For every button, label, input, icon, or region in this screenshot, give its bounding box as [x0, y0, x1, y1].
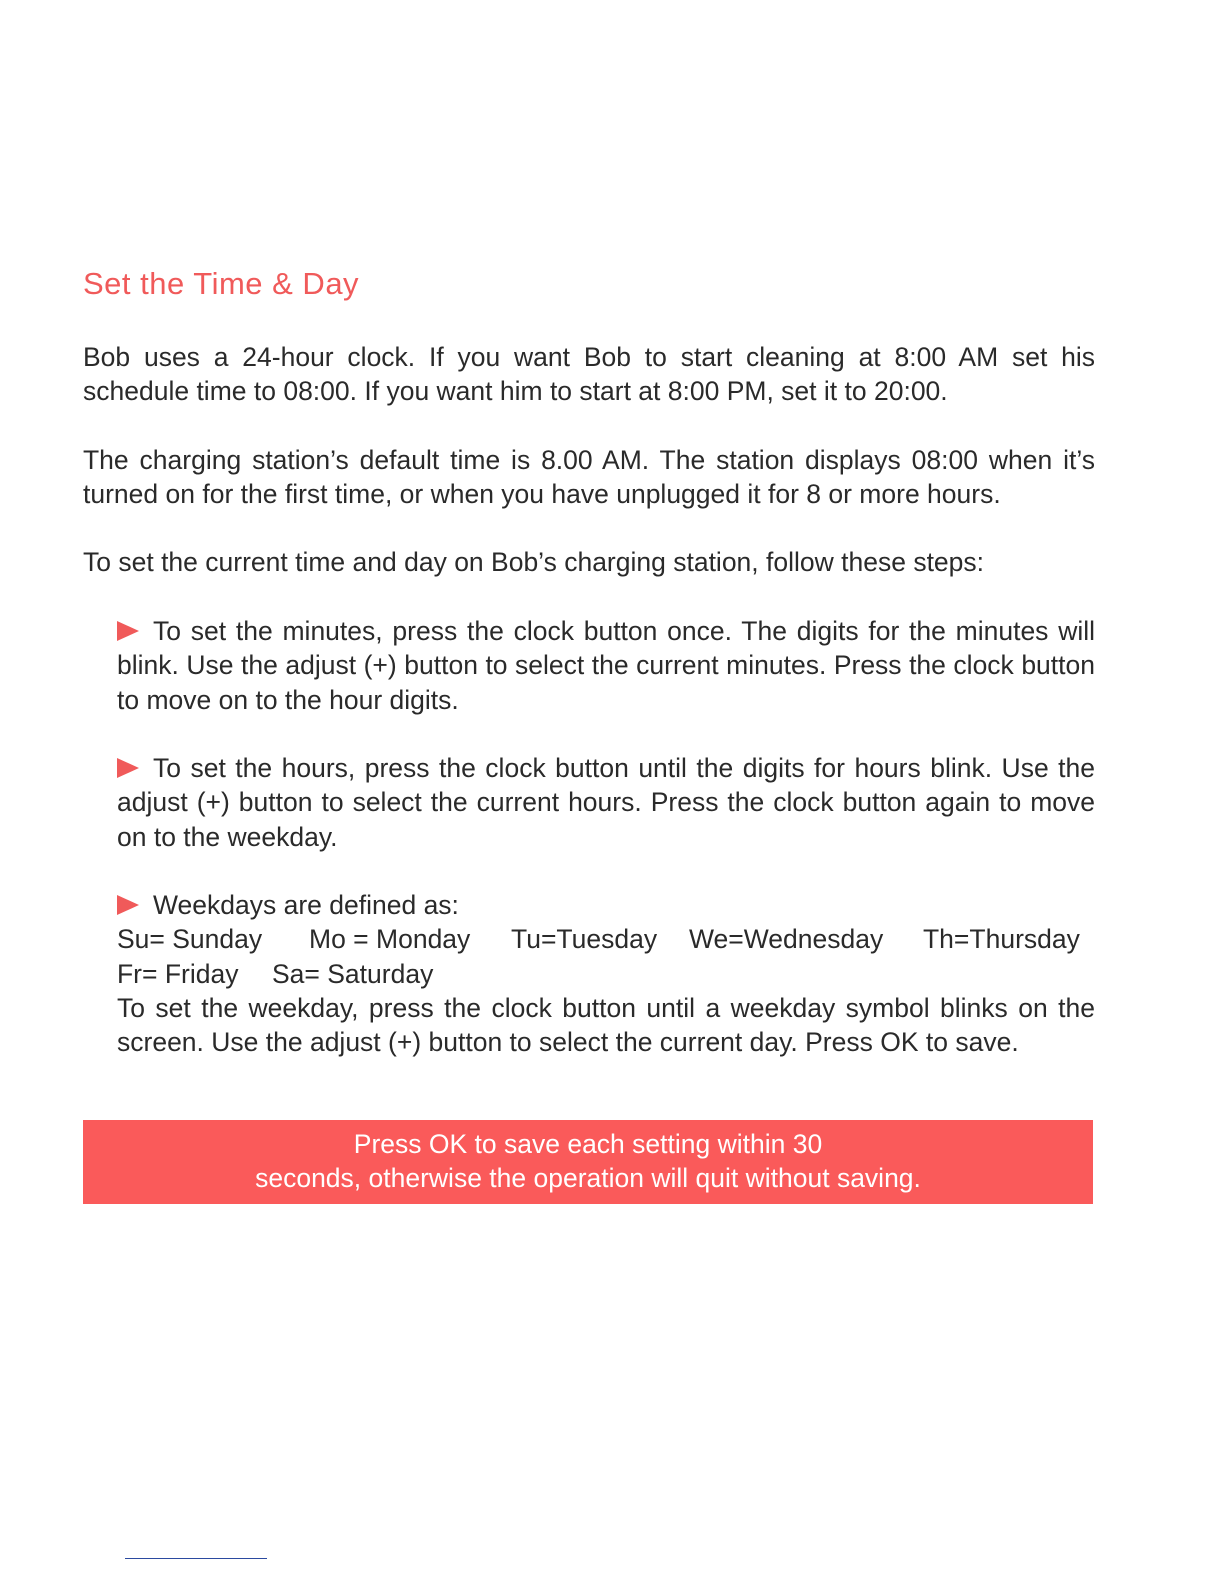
notice-line-1: Press OK to save each setting within 30 [353, 1129, 823, 1159]
notice-line-2: seconds, otherwise the operation will quit without saving. [255, 1163, 921, 1194]
save-notice-banner [83, 1120, 1093, 1204]
weekday-saturday: Sa= Saturday [272, 958, 434, 989]
paragraph-steps-intro: To set the current time and day on Bob’s charging station, follow these steps: [83, 547, 985, 577]
bullet-arrow-icon [117, 621, 139, 641]
weekday-friday: Fr= Friday [117, 958, 239, 989]
step-set-weekday [117, 888, 1095, 1059]
weekday-monday: Mo = Monday [309, 924, 471, 955]
paragraph-24-hour-clock: Bob uses a 24-hour clock. If you want Bob to start cleaning at 8:00 AM set his schedule time to 08:00. If you want him to start at 8:00 PM, set it to 20:00. [83, 342, 1095, 407]
step-text: To set the minutes, press the clock button once. The digits for the minutes will blink. Use the adjust (+) button to select the current minutes. Press the clock button to move on to the hour digits. [117, 616, 1095, 715]
step-text: To set the hours, press the clock button until the digits for hours blink. Use the adjust (+) button to select the current hours. Press the clock button again to move on to the weekday. [117, 753, 1095, 852]
step-set-minutes [117, 614, 1095, 717]
page-title: Set the Time & Day [83, 266, 360, 301]
weekdays-row-2 [117, 957, 1095, 991]
weekday-wednesday: We=Wednesday [689, 924, 884, 955]
bullet-arrow-icon [117, 758, 139, 778]
step-set-hours [117, 751, 1095, 854]
bullet-arrow-icon [117, 895, 139, 915]
weekday-tuesday: Tu=Tuesday [511, 924, 658, 955]
weekdays-heading-row [117, 888, 1095, 922]
weekdays-heading: Weekdays are defined as: [153, 890, 459, 920]
weekday-sunday: Su= Sunday [117, 924, 263, 955]
weekday-thursday: Th=Thursday [923, 924, 1080, 955]
footer-divider [125, 1558, 267, 1559]
paragraph-default-time: The charging station’s default time is 8.00 AM. The station displays 08:00 when it’s turned on for the first time, or when you have unplugged it for 8 or more hours. [83, 445, 1095, 510]
weekday-instruction: To set the weekday, press the clock button until a weekday symbol blinks on the screen. Use the adjust (+) button to select the current day. Press OK to save. [117, 992, 1095, 1058]
weekdays-row-1 [117, 922, 1095, 956]
